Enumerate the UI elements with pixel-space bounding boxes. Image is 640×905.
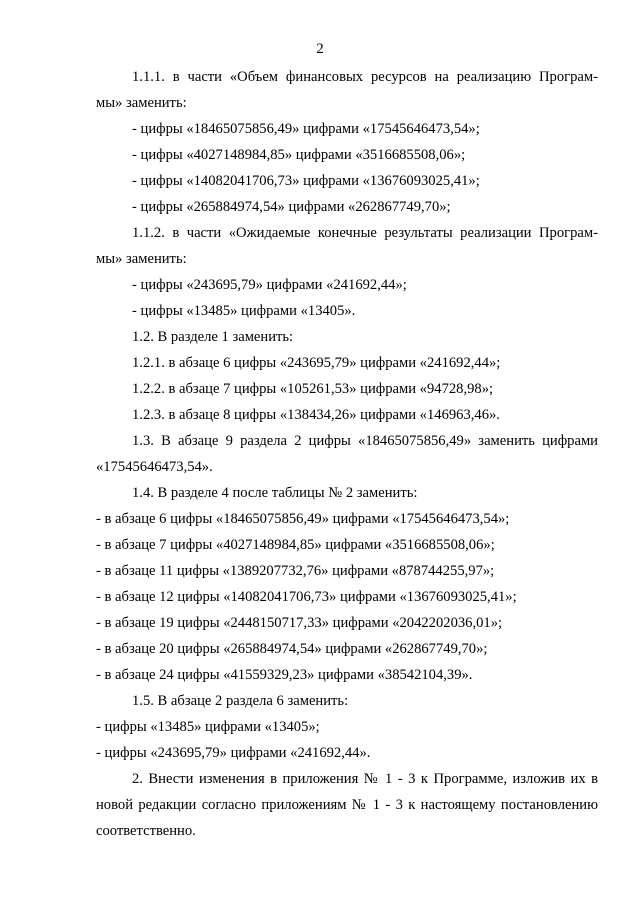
list-item: - цифры «243695,79» цифрами «241692,44».	[96, 745, 371, 761]
paragraph-1-2-2: 1.2.2. в абзаце 7 цифры «105261,53» цифрами «94728,98»;	[132, 381, 494, 397]
list-item: - в абзаце 19 цифры «2448150717,33» цифрами «2042202036,01»;	[96, 615, 503, 631]
list-item: - цифры «18465075856,49» цифрами «17545646473,54»;	[132, 121, 480, 137]
paragraph-1-5: 1.5. В абзаце 2 раздела 6 заменить:	[132, 693, 349, 709]
paragraph-2-line-3: соответственно.	[96, 823, 196, 839]
paragraph-2-line-2: новой редакции согласно приложениям № 1 - 3 к настоящему постановлению	[96, 797, 598, 813]
list-item: - цифры «4027148984,85» цифрами «3516685508,06»;	[132, 147, 466, 163]
paragraph-1-2-1: 1.2.1. в абзаце 6 цифры «243695,79» цифрами «241692,44»;	[132, 355, 501, 371]
paragraph-1-1-2-line-2: мы» заменить:	[96, 251, 187, 267]
list-item: - в абзаце 12 цифры «14082041706,73» цифрами «13676093025,41»;	[96, 589, 517, 605]
paragraph-1-1-2-line-1: 1.1.2. в части «Ожидаемые конечные результаты реализации Програм-	[132, 225, 598, 241]
paragraph-1-4: 1.4. В разделе 4 после таблицы № 2 заменить:	[132, 485, 418, 501]
list-item: - в абзаце 20 цифры «265884974,54» цифрами «262867749,70»;	[96, 641, 488, 657]
list-item: - в абзаце 6 цифры «18465075856,49» цифрами «17545646473,54»;	[96, 511, 510, 527]
paragraph-1-1-1-line-1: 1.1.1. в части «Объем финансовых ресурсов на реализацию Програм-	[132, 69, 598, 85]
paragraph-2-line-1: 2. Внести изменения в приложения № 1 - 3 к Программе, изложив их в	[132, 771, 598, 787]
paragraph-1-2: 1.2. В разделе 1 заменить:	[132, 329, 294, 345]
list-item: - в абзаце 7 цифры «4027148984,85» цифрами «3516685508,06»;	[96, 537, 495, 553]
list-item: - цифры «243695,79» цифрами «241692,44»;	[132, 277, 407, 293]
paragraph-1-3-line-1: 1.3. В абзаце 9 раздела 2 цифры «18465075856,49» заменить цифрами	[132, 433, 598, 449]
list-item: - цифры «14082041706,73» цифрами «13676093025,41»;	[132, 173, 480, 189]
list-item: - цифры «265884974,54» цифрами «262867749,70»;	[132, 199, 451, 215]
list-item: - цифры «13485» цифрами «13405».	[132, 303, 356, 319]
paragraph-1-1-1-line-2: мы» заменить:	[96, 95, 187, 111]
list-item: - в абзаце 11 цифры «1389207732,76» цифрами «878744255,97»;	[96, 563, 495, 579]
paragraph-1-2-3: 1.2.3. в абзаце 8 цифры «138434,26» цифрами «146963,46».	[132, 407, 500, 423]
page-number: 2	[316, 41, 324, 57]
list-item: - в абзаце 24 цифры «41559329,23» цифрами «38542104,39».	[96, 667, 473, 683]
document-body	[96, 64, 598, 844]
list-item: - цифры «13485» цифрами «13405»;	[96, 719, 320, 735]
paragraph-1-3-line-2: «17545646473,54».	[96, 459, 213, 475]
